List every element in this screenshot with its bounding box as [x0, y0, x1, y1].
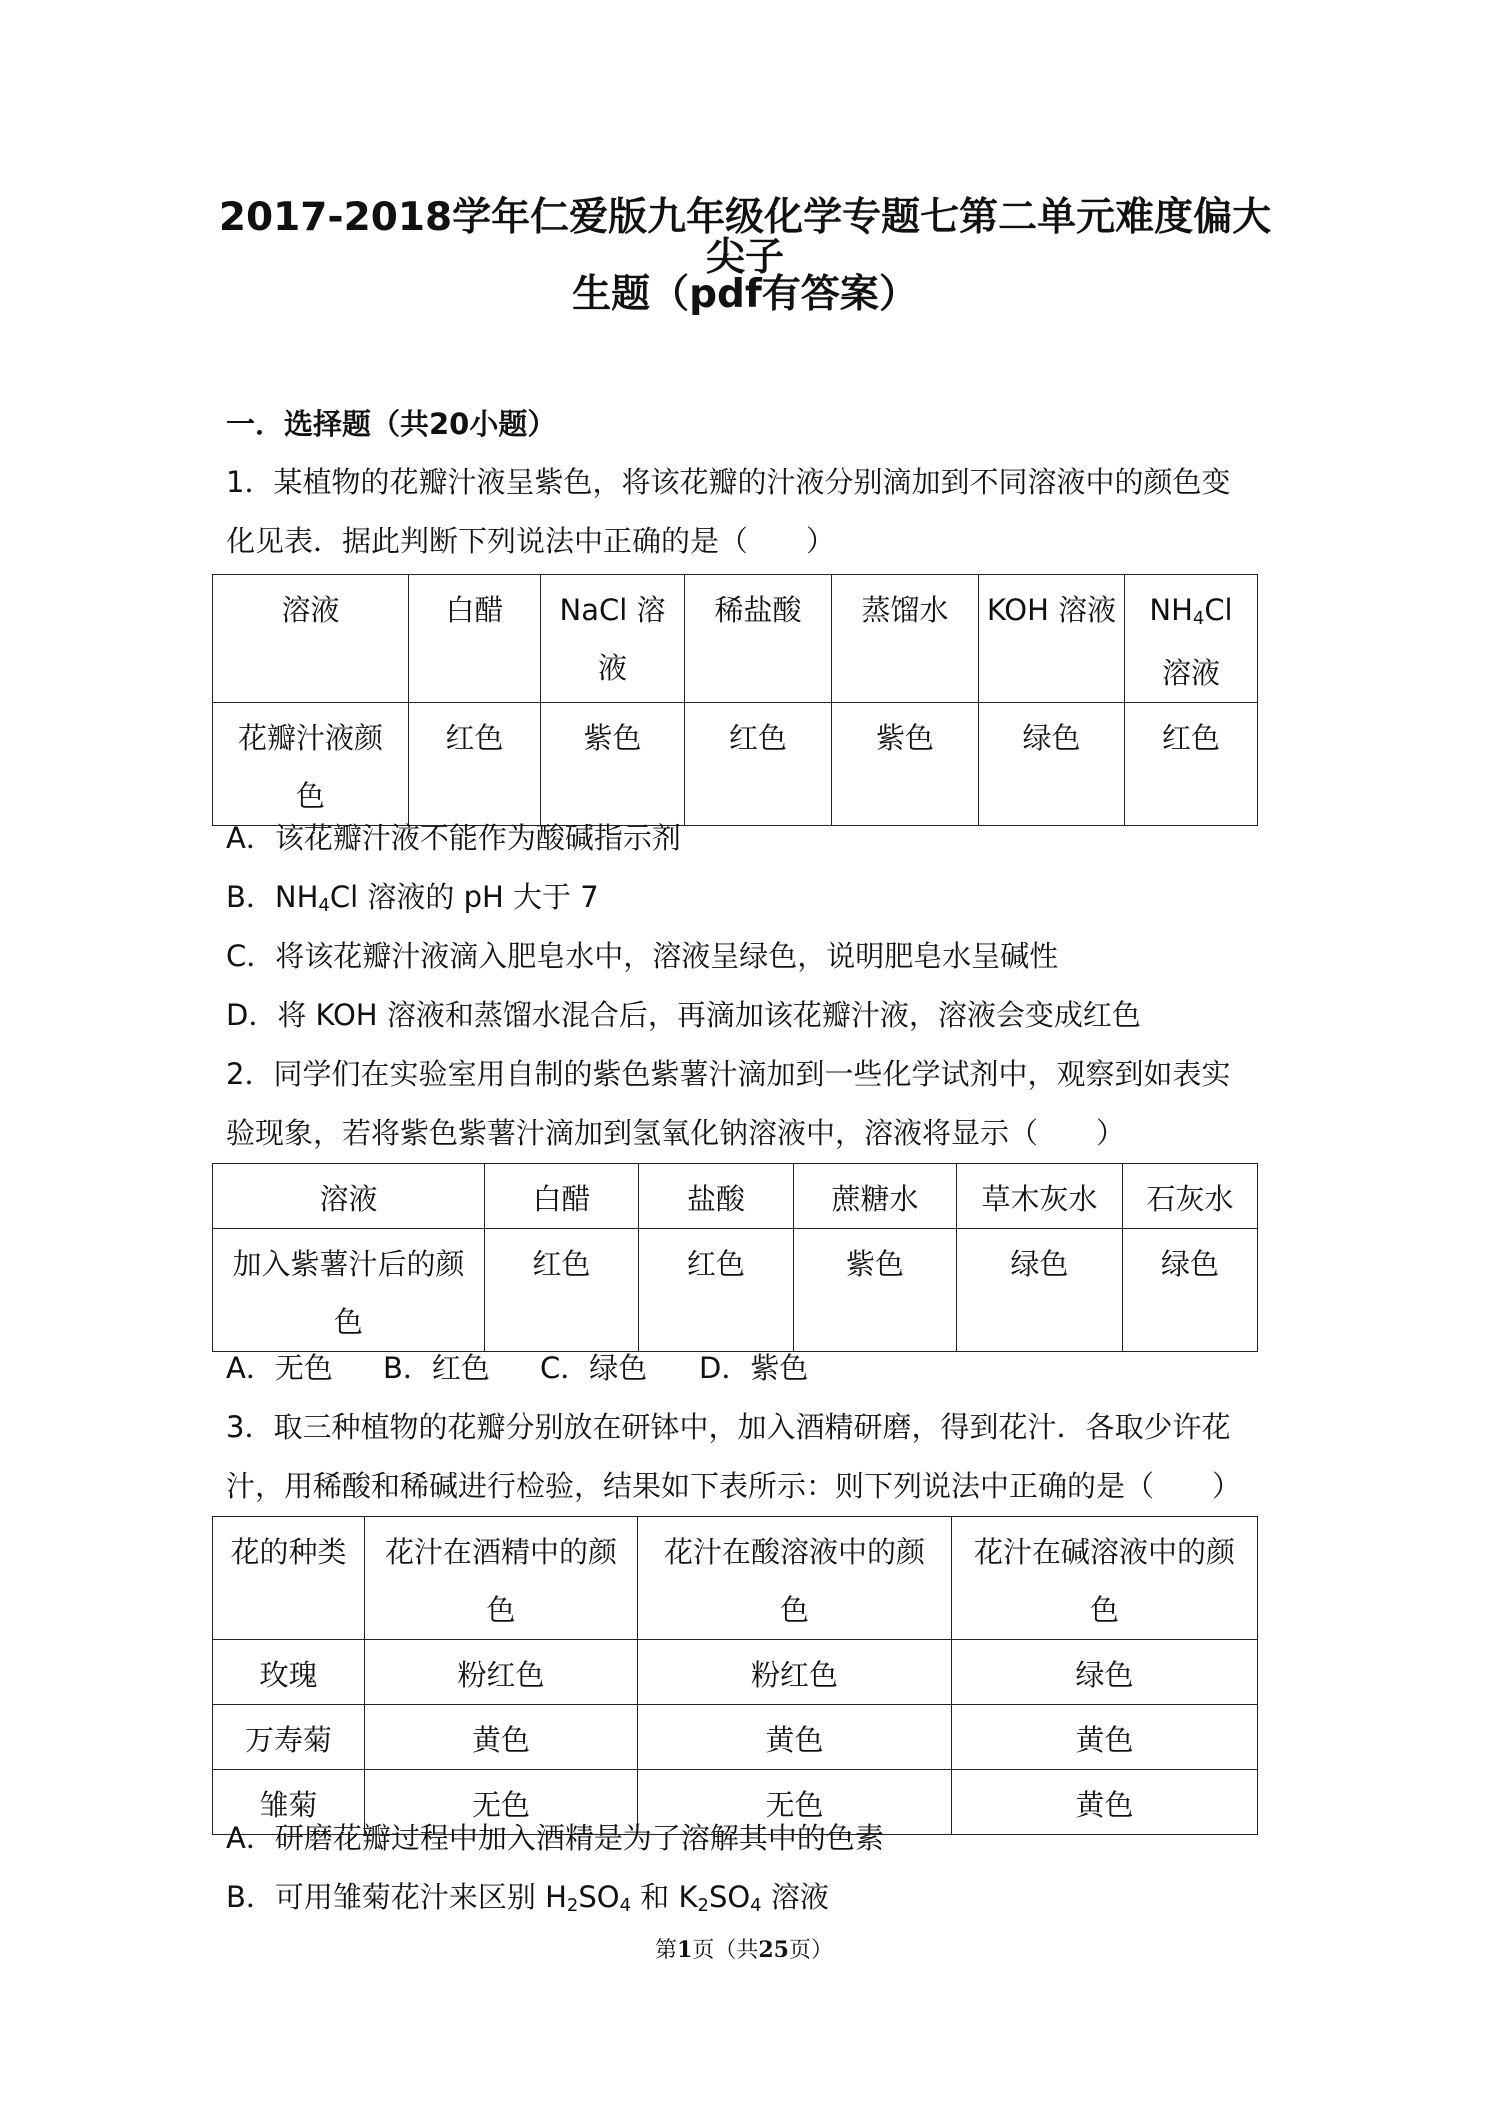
q3-cell: 绿色	[952, 1640, 1258, 1705]
q1-stem-line-2: 化见表．据此判断下列说法中正确的是（ ）	[226, 524, 836, 558]
q2-cell: 绿色	[957, 1229, 1123, 1352]
q3-cell: 玫瑰	[213, 1640, 365, 1705]
q1-table	[212, 574, 1258, 826]
q1-cell: 紫色	[541, 703, 685, 826]
q1-cell: 红色	[409, 703, 541, 826]
q1-option-b: B．$NH_4Cl$ 溶液的 pH 大于 7	[226, 880, 599, 917]
section-heading: 一．选择题（共20小题）	[226, 407, 557, 441]
q3-cell: 雏菊	[213, 1770, 365, 1835]
current-page-number: 1	[677, 1937, 693, 1963]
q3-header-base-color: 花汁在碱溶液中的颜 色	[952, 1517, 1258, 1640]
q3-cell: 黄色	[365, 1705, 638, 1770]
q3-cell: 无色	[638, 1770, 952, 1835]
q2-header-plant-ash-water: 草木灰水	[957, 1164, 1123, 1229]
q2-table-color-row	[213, 1229, 1258, 1352]
q1-header-dilute-hcl: 稀盐酸	[685, 575, 832, 703]
q3-stem-line-1: 3．取三种植物的花瓣分别放在研钵中，加入酒精研磨，得到花汁．各取少许花	[226, 1410, 1231, 1444]
total-pages: 25	[758, 1937, 789, 1963]
q2-option-d: D．紫色	[699, 1351, 809, 1385]
q2-stem-line-1: 2．同学们在实验室用自制的紫色紫薯汁滴加到一些化学试剂中，观察到如表实	[226, 1057, 1231, 1091]
q3-option-b: B．可用雏菊花汁来区别 $H_2SO_4$ 和 $K_2SO_4$ 溶液	[226, 1880, 829, 1917]
q2-cell: 红色	[485, 1229, 639, 1352]
q2-header-vinegar: 白醋	[485, 1164, 639, 1229]
q1-header-distilled-water: 蒸馏水	[832, 575, 979, 703]
q3-table-row	[213, 1640, 1258, 1705]
q1-header-koh: KOH 溶液	[979, 575, 1125, 703]
q2-table-header-row	[213, 1164, 1258, 1229]
q3-table-header-row	[213, 1517, 1258, 1640]
q3-option-a: A．研磨花瓣过程中加入酒精是为了溶解其中的色素	[226, 1821, 884, 1855]
q3-cell: 万寿菊	[213, 1705, 365, 1770]
q1-stem-line-1: 1．某植物的花瓣汁液呈紫色，将该花瓣的汁液分别滴加到不同溶液中的颜色变	[226, 465, 1231, 499]
q1-cell: 绿色	[979, 703, 1125, 826]
q2-header-solution: 溶液	[213, 1164, 485, 1229]
q1-table-header-row	[213, 575, 1258, 703]
q1-table-color-row	[213, 703, 1258, 826]
q3-header-alcohol-color: 花汁在酒精中的颜 色	[365, 1517, 638, 1640]
q2-options	[226, 1352, 808, 1384]
q1-cell: 紫色	[832, 703, 979, 826]
q3-cell: 无色	[365, 1770, 638, 1835]
q1-row-label: 花瓣汁液颜 色	[213, 703, 409, 826]
q1-option-a: A．该花瓣汁液不能作为酸碱指示剂	[226, 821, 681, 855]
q3-cell: 粉红色	[638, 1640, 952, 1705]
q2-header-hydrochloric-acid: 盐酸	[639, 1164, 794, 1229]
q1-header-nh4cl: $NH_4Cl$ 溶液	[1125, 575, 1258, 703]
q2-header-limewater: 石灰水	[1123, 1164, 1258, 1229]
q2-table	[212, 1163, 1258, 1352]
q1-cell: 红色	[685, 703, 832, 826]
q2-cell: 绿色	[1123, 1229, 1258, 1352]
q1-option-d: D．将 KOH 溶液和蒸馏水混合后，再滴加该花瓣汁液，溶液会变成红色	[226, 998, 1141, 1032]
q1-header-vinegar: 白醋	[409, 575, 541, 703]
q3-stem-line-2: 汁，用稀酸和稀碱进行检验，结果如下表所示：则下列说法中正确的是（ ）	[226, 1469, 1242, 1503]
q2-stem-line-2: 验现象，若将紫色紫薯汁滴加到氢氧化钠溶液中，溶液将显示（ ）	[226, 1116, 1126, 1150]
q3-table	[212, 1516, 1258, 1835]
q2-row-label: 加入紫薯汁后的颜 色	[213, 1229, 485, 1352]
page-footer: 第1页（共25页）	[655, 1937, 833, 1963]
q2-cell: 红色	[639, 1229, 794, 1352]
q2-cell: 紫色	[794, 1229, 957, 1352]
q3-cell: 黄色	[952, 1705, 1258, 1770]
q1-header-nacl: NaCl 溶 液	[541, 575, 685, 703]
q1-option-c: C．将该花瓣汁液滴入肥皂水中，溶液呈绿色，说明肥皂水呈碱性	[226, 939, 1059, 973]
document-title-line-2: 生题（pdf有答案）	[572, 272, 918, 317]
q2-header-sugar-water: 蔗糖水	[794, 1164, 957, 1229]
q3-table-row	[213, 1705, 1258, 1770]
q3-cell: 黄色	[638, 1705, 952, 1770]
q3-cell: 黄色	[952, 1770, 1258, 1835]
q1-cell: 红色	[1125, 703, 1258, 826]
q2-option-c: C．绿色	[540, 1351, 648, 1385]
document-title-line-1: 2017-2018学年仁爱版九年级化学专题七第二单元难度偏大尖子	[218, 195, 1272, 280]
q3-cell: 粉红色	[365, 1640, 638, 1705]
q3-header-flower-type: 花的种类	[213, 1517, 365, 1640]
q3-header-acid-color: 花汁在酸溶液中的颜 色	[638, 1517, 952, 1640]
q1-header-solution: 溶液	[213, 575, 409, 703]
q2-option-b: B．红色	[383, 1351, 490, 1385]
q2-option-a: A．无色	[226, 1351, 333, 1385]
